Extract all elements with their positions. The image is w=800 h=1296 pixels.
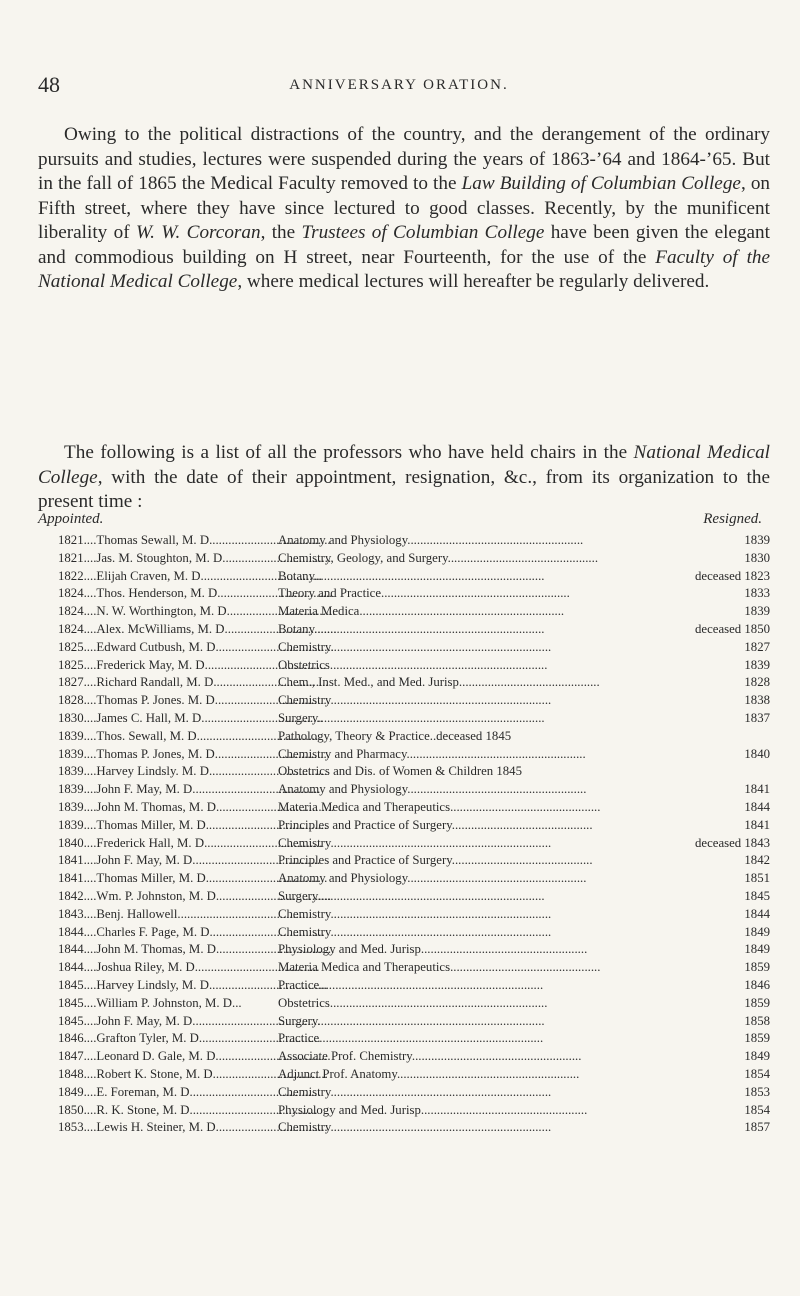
resigned: 1827: [744, 639, 770, 654]
table-row: [38, 622, 770, 640]
table-row: [38, 1031, 770, 1049]
appointed-name: 1824....N. W. Worthington, M. D..................................: [58, 604, 336, 619]
subject: Chemistry.....................................................................: [278, 1084, 552, 1099]
table-row: [38, 551, 770, 569]
resigned: 1840: [744, 746, 770, 761]
paragraph-professors-intro: The following is a list of all the professors who have held chairs in the National Medical College, with the date of their appointment, resignation, &c., from its organization to the present time :: [38, 442, 771, 512]
appointed-name: 1824....Thos. Henderson, M. D....................................: [58, 586, 333, 601]
resigned: 1828: [744, 675, 770, 690]
professors-table: [38, 511, 770, 1138]
appointed-name: 1839....Thos. Sewall, M. D.......................................: [58, 728, 322, 743]
resigned: deceased 1823: [695, 568, 770, 583]
resigned: 1845: [744, 888, 770, 903]
resigned: 1830: [744, 550, 770, 565]
appointed-name: 1828....Thomas P. Jones. M. D....................................: [58, 693, 330, 708]
appointed-name: 1847....Leonard D. Gale, M. D....................................: [58, 1049, 331, 1064]
subject: Physiology and Med. Jurisp....................................................: [278, 1102, 588, 1117]
resigned: 1853: [744, 1084, 770, 1099]
subject: Chem., Inst. Med., and Med. Jurisp............................................: [278, 675, 600, 690]
subject: Obstetrics....................................................................: [278, 657, 548, 672]
appointed-name: 1822....Elijah Craven, M. D......................................: [58, 568, 323, 583]
resigned: 1854: [744, 1066, 770, 1081]
appointed-name: 1849....E. Foreman, M. D.........................................: [58, 1084, 321, 1099]
table-header: [38, 511, 770, 533]
appointed-name: 1825....Edward Cutbush, M. D.....................................: [58, 639, 334, 654]
appointed-name: 1842....Wm. P. Johnston, M. D....................................: [58, 888, 332, 903]
table-row: [38, 889, 770, 907]
subject: Chemistry.....................................................................: [278, 639, 552, 654]
table-row: [38, 586, 770, 604]
subject: Anatomy and Physiology.......................................................: [278, 533, 584, 547]
table-row: [38, 1103, 770, 1121]
table-row: [38, 853, 770, 871]
resigned: 1859: [744, 960, 770, 975]
subject: Chemistry.....................................................................: [278, 924, 552, 939]
subject: Surgery.......................................................................: [278, 888, 545, 903]
table-row: [38, 978, 770, 996]
subject: Chemistry and Pharmacy........................................................: [278, 746, 586, 761]
table-row: [38, 675, 770, 693]
appointed-name: 1850....R. K. Stone, M. D........................................: [58, 1102, 318, 1117]
paragraph-faculty-history: Owing to the political distractions of the country, and the derangement of the ordinary pursuits and studies, lectures were suspended during the years of 1863-’64 and 1864-’65. But in the fall of 1865 the Medical Faculty removed to the Law Building of Columbian College, on Fifth street, where they have since lectured to good classes. Recently, by the munificent liberality of W. W. Corcoran, the Trustees of Columbian College have been given the elegant and commodious building on H street, near Fourteenth, for the use of the Faculty of the National Medical College, where medical lectures will hereafter be regularly delivered.: [38, 124, 771, 292]
appointed-name: 1844....Joshua Riley, M. D.......................................: [58, 960, 320, 975]
table-row: [38, 658, 770, 676]
table-row: [38, 925, 770, 943]
subject: Physiology and Med. Jurisp....................................................: [278, 942, 588, 957]
table-row: [38, 693, 770, 711]
table-row: [38, 640, 770, 658]
resigned: 1849: [744, 924, 770, 939]
subject: Associate Prof. Chemistry.....................................................: [278, 1049, 582, 1064]
resigned: 1841: [744, 782, 770, 797]
appointed-name: 1830....James C. Hall, M. D......................................: [58, 710, 323, 725]
appointed-name: 1841....Thomas Miller, M. D......................................: [58, 871, 328, 886]
subject: Botany........................................................................: [278, 621, 545, 636]
appointed-name: 1839....Thomas P. Jones, M. D....................................: [58, 746, 330, 761]
subject: Anatomy and Physiology........................................................: [278, 782, 587, 797]
table-row: [38, 782, 770, 800]
page-number: 48: [38, 72, 60, 97]
resigned: 1838: [744, 693, 770, 708]
subject: Botany........................................................................: [278, 568, 545, 583]
subject: Theory and Practice...........................................................: [278, 586, 570, 601]
appointed-name: 1845....William P. Johnston, M. D...: [58, 995, 242, 1010]
appointed-name: 1844....John M. Thomas, M. D.....................................: [58, 942, 335, 957]
table-row: [38, 907, 770, 925]
subject: Practice......................................................................: [278, 977, 544, 992]
appointed-name: 1839....John F. May, M. D........................................: [58, 782, 321, 797]
table-row: [38, 871, 770, 889]
page-header: [38, 72, 760, 102]
table-row: [38, 800, 770, 818]
table-row: [38, 1049, 770, 1067]
appointed-name: 1846....Grafton Tyler, M. D......................................: [58, 1031, 321, 1046]
subject: Chemistry, Geology, and Surgery...............................................: [278, 550, 599, 565]
resigned: 1851: [744, 871, 770, 886]
resigned: 1833: [744, 586, 770, 601]
resigned: 1842: [744, 853, 770, 868]
subject: Adjunct Prof. Anatomy.........................................................: [278, 1066, 580, 1081]
table-row: [38, 960, 770, 978]
resigned: 1849: [744, 942, 770, 957]
table-row: [38, 764, 770, 782]
subject: Anatomy and Physiology........................................................: [278, 871, 587, 886]
resigned: 1839: [744, 533, 770, 547]
resigned: 1854: [744, 1102, 770, 1117]
appointed-name: 1843....Benj. Hallowell..........................................: [58, 906, 312, 921]
resigned: 1849: [744, 1049, 770, 1064]
table-row: [38, 747, 770, 765]
subject: Chemistry.....................................................................: [278, 906, 552, 921]
resigned: 1844: [744, 799, 770, 814]
subject: Materia Medica and Therapeutics...............................................: [278, 960, 601, 975]
table-row: [38, 1120, 770, 1138]
table-row: [38, 711, 770, 729]
appointed-name: 1845....John F. May, M. D........................................: [58, 1013, 321, 1028]
table-row: [38, 942, 770, 960]
appointed-name: 1853....Lewis H. Steiner, M. D...................................: [58, 1120, 328, 1135]
resigned: deceased 1843: [695, 835, 770, 850]
subject: Chemistry.....................................................................: [278, 835, 552, 850]
resigned: 1837: [744, 710, 770, 725]
resigned: 1859: [744, 1031, 770, 1046]
appointed-name: 1825....Frederick May, M. D......................................: [58, 657, 327, 672]
table-row: [38, 569, 770, 587]
table-row: [38, 729, 770, 747]
appointed-name: 1821....Jas. M. Stoughton, M. D..................................: [58, 550, 332, 565]
subject: Principles and Practice of Surgery............................................: [278, 853, 593, 868]
appointed-name: 1840....Frederick Hall, M. D.....................................: [58, 835, 323, 850]
table-row: [38, 836, 770, 854]
running-head: ANNIVERSARY ORATION.: [289, 77, 509, 93]
table-row: [38, 604, 770, 622]
resigned: deceased 1850: [695, 621, 770, 636]
subject: Principles and Practice of Surgery............................................: [278, 817, 593, 832]
subject: Obstetrics and Dis. of Women & Children 1845: [278, 764, 522, 779]
table-row: [38, 1014, 770, 1032]
subject: Obstetrics....................................................................: [278, 995, 548, 1010]
subject: Chemistry.....................................................................: [278, 693, 552, 708]
appointed-name: 1827....Richard Randall, M. D....................................: [58, 675, 329, 690]
subject: Surgery.......................................................................: [278, 710, 545, 725]
appointed-name: 1821....Thomas Sewall, M. D......................................: [58, 533, 331, 547]
header-resigned: Resigned.: [703, 511, 762, 527]
subject: Materia Medica................................................................: [278, 604, 565, 619]
resigned: 1858: [744, 1013, 770, 1028]
appointed-name: 1841....John F. May, M. D........................................: [58, 853, 321, 868]
appointed-name: 1824....Alex. McWilliams, M. D...................................: [58, 621, 337, 636]
header-appointed: Appointed.: [38, 511, 104, 527]
appointed-name: 1839....Thomas Miller, M. D......................................: [58, 817, 328, 832]
table-rows: [38, 533, 770, 1138]
resigned: 1839: [744, 657, 770, 672]
resigned: 1859: [744, 995, 770, 1010]
subject: Practice......................................................................: [278, 1031, 544, 1046]
appointed-name: 1848....Robert K. Stone, M. D....................................: [58, 1066, 328, 1081]
table-row: [38, 1085, 770, 1103]
resigned: 1841: [744, 817, 770, 832]
table-row: [38, 996, 770, 1014]
resigned: 1846: [744, 977, 770, 992]
resigned: 1857: [744, 1120, 770, 1135]
appointed-name: 1845....Harvey Lindsly, M. D.....................................: [58, 977, 328, 992]
table-row: [38, 818, 770, 836]
subject: Materia Medica and Therapeutics...............................................: [278, 799, 601, 814]
subject: Pathology, Theory & Practice..deceased 1845: [278, 728, 512, 743]
appointed-name: 1844....Charles F. Page, M. D....................................: [58, 924, 325, 939]
subject: Chemistry.....................................................................: [278, 1120, 552, 1135]
subject: Surgery.......................................................................: [278, 1013, 545, 1028]
appointed-name: 1839....Harvey Lindsly. M. D.....................................: [58, 764, 328, 779]
appointed-name: 1839....John M. Thomas, M. D.....................................: [58, 799, 335, 814]
table-row: [38, 1067, 770, 1085]
resigned: 1839: [744, 604, 770, 619]
resigned: 1844: [744, 906, 770, 921]
table-row: [38, 533, 770, 551]
